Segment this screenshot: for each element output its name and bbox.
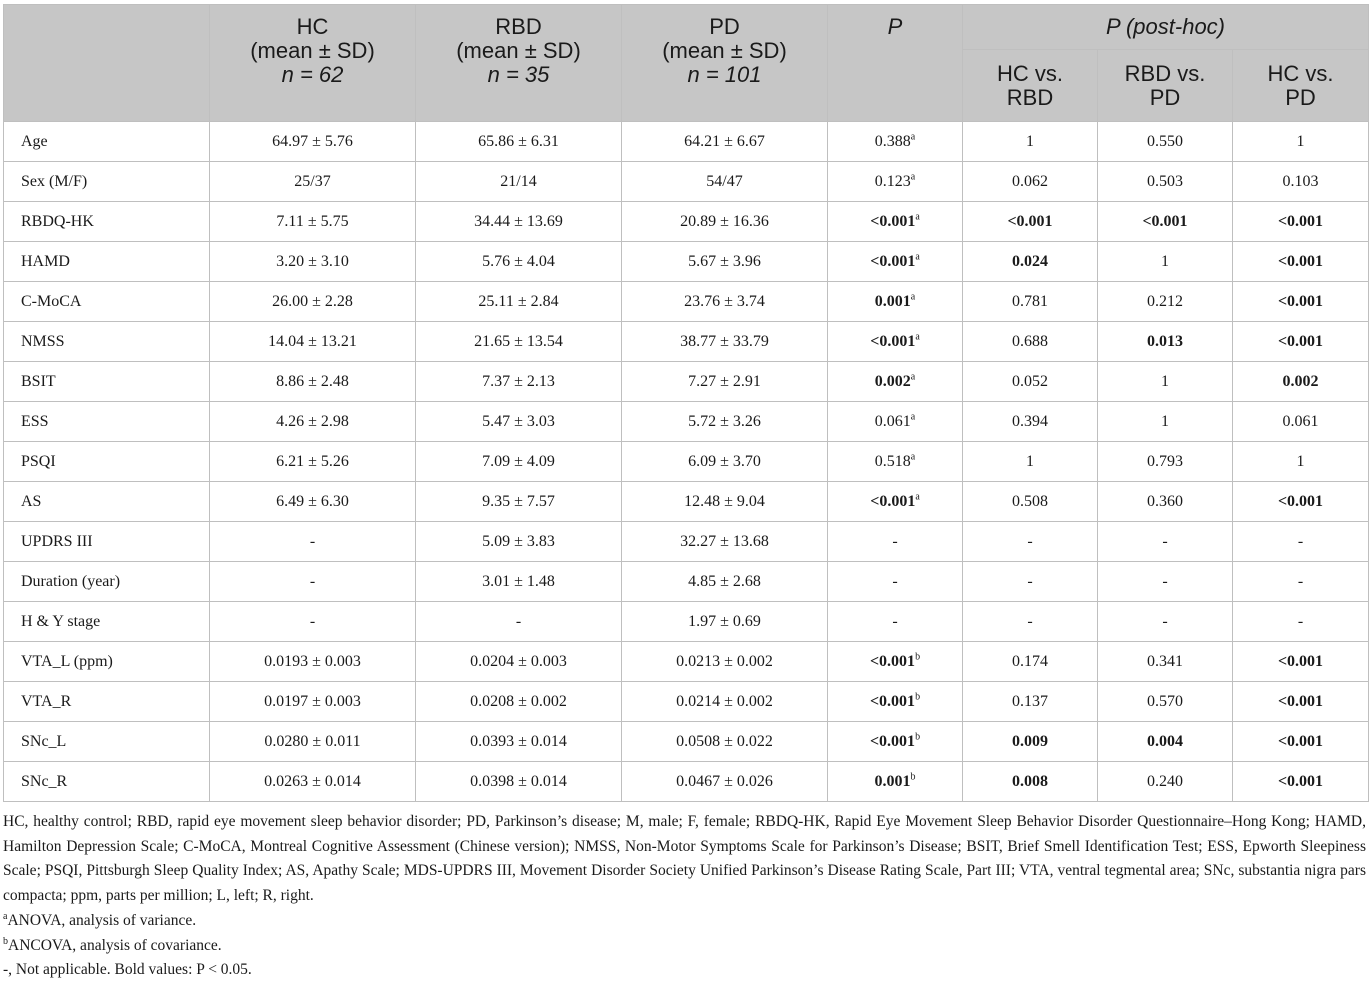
header-sub-line1: RBD vs. — [1124, 60, 1206, 86]
cell-hc-vs-pd: 0.103 — [1233, 162, 1369, 202]
cell-pd: 0.0467 ± 0.026 — [622, 762, 828, 802]
table-row — [4, 162, 1369, 202]
cell-hc-vs-rbd: 0.137 — [963, 682, 1098, 722]
cell-pd: 12.48 ± 9.04 — [622, 482, 828, 522]
cell-hc-vs-rbd: - — [963, 602, 1098, 642]
cell-hc: 0.0263 ± 0.014 — [210, 762, 416, 802]
cell-hc-vs-pd: <0.001 — [1233, 682, 1369, 722]
cell-hc-vs-rbd: 0.781 — [963, 282, 1098, 322]
header-hc-vs-pd — [1233, 50, 1369, 122]
header-rbd-n: n = 35 — [487, 62, 550, 87]
cell-rbd: 9.35 ± 7.57 — [416, 482, 622, 522]
header-rbd — [416, 5, 622, 122]
cell-hc-vs-pd: <0.001 — [1233, 482, 1369, 522]
cell-rbd-vs-pd: 0.360 — [1098, 482, 1233, 522]
cell-p — [828, 602, 963, 642]
cell-rbd-vs-pd: 0.004 — [1098, 722, 1233, 762]
cell-hc: 8.86 ± 2.48 — [210, 362, 416, 402]
row-label: PSQI — [4, 442, 210, 482]
cell-pd: 7.27 ± 2.91 — [622, 362, 828, 402]
p-value: - — [892, 532, 898, 550]
cell-p — [828, 162, 963, 202]
table-row — [4, 122, 1369, 162]
cell-hc: - — [210, 562, 416, 602]
p-footnote-mark: a — [915, 491, 920, 503]
cell-pd: 0.0214 ± 0.002 — [622, 682, 828, 722]
cell-hc: 0.0280 ± 0.011 — [210, 722, 416, 762]
cell-hc-vs-pd: 0.061 — [1233, 402, 1369, 442]
header-p — [828, 5, 963, 122]
p-footnote-mark: b — [915, 651, 921, 663]
row-label: Sex (M/F) — [4, 162, 210, 202]
cell-hc-vs-pd: 1 — [1233, 442, 1369, 482]
cell-rbd: 21/14 — [416, 162, 622, 202]
cell-p — [828, 242, 963, 282]
cell-pd: 23.76 ± 3.74 — [622, 282, 828, 322]
cell-hc-vs-rbd: 0.174 — [963, 642, 1098, 682]
cell-rbd: 25.11 ± 2.84 — [416, 282, 622, 322]
cell-p — [828, 642, 963, 682]
header-pd-stat: (mean ± SD) — [662, 38, 787, 63]
p-value: 0.518 — [874, 452, 911, 470]
cell-p — [828, 482, 963, 522]
cell-p — [828, 122, 963, 162]
header-sub-line2: PD — [1149, 84, 1181, 110]
table-row — [4, 202, 1369, 242]
table-row — [4, 602, 1369, 642]
cell-hc-vs-rbd: <0.001 — [963, 202, 1098, 242]
cell-hc: 14.04 ± 13.21 — [210, 322, 416, 362]
cell-rbd-vs-pd: - — [1098, 562, 1233, 602]
cell-rbd-vs-pd: 1 — [1098, 242, 1233, 282]
cell-pd: 4.85 ± 2.68 — [622, 562, 828, 602]
cell-hc: 64.97 ± 5.76 — [210, 122, 416, 162]
cell-hc: 7.11 ± 5.75 — [210, 202, 416, 242]
cell-pd: 32.27 ± 13.68 — [622, 522, 828, 562]
cell-hc-vs-rbd: - — [963, 562, 1098, 602]
footnote-b — [3, 934, 1366, 959]
p-footnote-mark: a — [910, 171, 916, 183]
header-p-label: P — [887, 14, 903, 39]
table-row — [4, 642, 1369, 682]
p-value: - — [892, 612, 898, 630]
cell-rbd: 21.65 ± 13.54 — [416, 322, 622, 362]
cell-p — [828, 562, 963, 602]
cell-rbd-vs-pd: 0.550 — [1098, 122, 1233, 162]
cell-hc-vs-pd: - — [1233, 602, 1369, 642]
table-page — [3, 4, 1368, 983]
header-posthoc — [963, 5, 1369, 50]
cell-rbd: 0.0398 ± 0.014 — [416, 762, 622, 802]
cell-hc-vs-pd: <0.001 — [1233, 322, 1369, 362]
row-label: Duration (year) — [4, 562, 210, 602]
p-footnote-mark: b — [915, 691, 921, 703]
cell-hc-vs-pd: - — [1233, 562, 1369, 602]
p-value: 0.061 — [874, 412, 911, 430]
p-value: 0.001 — [874, 772, 911, 790]
cell-hc: - — [210, 602, 416, 642]
header-pd-n: n = 101 — [687, 62, 762, 87]
cell-rbd-vs-pd: 0.013 — [1098, 322, 1233, 362]
cell-hc-vs-rbd: 0.394 — [963, 402, 1098, 442]
header-sub-line1: HC vs. — [997, 60, 1063, 86]
cell-rbd: 5.76 ± 4.04 — [416, 242, 622, 282]
cell-p — [828, 442, 963, 482]
results-table — [3, 4, 1369, 802]
cell-hc: 6.21 ± 5.26 — [210, 442, 416, 482]
cell-hc-vs-rbd: 1 — [963, 122, 1098, 162]
cell-hc: 4.26 ± 2.98 — [210, 402, 416, 442]
cell-pd: 0.0213 ± 0.002 — [622, 642, 828, 682]
header-rbd-vs-pd — [1098, 50, 1233, 122]
cell-hc-vs-rbd: 0.009 — [963, 722, 1098, 762]
row-label: VTA_R — [4, 682, 210, 722]
cell-rbd: 7.09 ± 4.09 — [416, 442, 622, 482]
cell-rbd: 7.37 ± 2.13 — [416, 362, 622, 402]
header-sub-line2: PD — [1285, 84, 1316, 110]
cell-hc: - — [210, 522, 416, 562]
header-posthoc-p: P — [1106, 14, 1120, 39]
cell-rbd-vs-pd: 1 — [1098, 362, 1233, 402]
header-pd-name: PD — [709, 14, 740, 39]
cell-p — [828, 722, 963, 762]
footnote-a-text: ANOVA, analysis of variance. — [7, 911, 197, 929]
cell-hc-vs-pd: <0.001 — [1233, 202, 1369, 242]
p-value: <0.001 — [870, 332, 916, 350]
row-label: HAMD — [4, 242, 210, 282]
cell-hc-vs-rbd: - — [963, 522, 1098, 562]
header-hc-name: HC — [296, 14, 329, 39]
cell-rbd-vs-pd: 0.503 — [1098, 162, 1233, 202]
cell-hc-vs-pd: <0.001 — [1233, 282, 1369, 322]
row-label: ESS — [4, 402, 210, 442]
footnote-a-mark: a — [3, 910, 8, 922]
table-row — [4, 482, 1369, 522]
header-hc-stat: (mean ± SD) — [250, 38, 375, 63]
row-label: BSIT — [4, 362, 210, 402]
cell-rbd-vs-pd: 0.341 — [1098, 642, 1233, 682]
cell-p — [828, 282, 963, 322]
cell-pd: 38.77 ± 33.79 — [622, 322, 828, 362]
footnote-na: -, Not applicable. Bold values: P < 0.05. — [3, 961, 252, 979]
cell-hc-vs-pd: - — [1233, 522, 1369, 562]
cell-hc-vs-pd: <0.001 — [1233, 722, 1369, 762]
table-row — [4, 282, 1369, 322]
cell-hc-vs-rbd: 0.062 — [963, 162, 1098, 202]
header-hc — [210, 5, 416, 122]
cell-hc-vs-rbd: 0.052 — [963, 362, 1098, 402]
p-value: <0.001 — [870, 252, 916, 270]
cell-rbd: 3.01 ± 1.48 — [416, 562, 622, 602]
p-value: 0.123 — [874, 172, 911, 190]
cell-hc-vs-rbd: 1 — [963, 442, 1098, 482]
p-value: <0.001 — [870, 492, 916, 510]
cell-rbd: 5.09 ± 3.83 — [416, 522, 622, 562]
row-label: VTA_L (ppm) — [4, 642, 210, 682]
header-sub-line2: RBD — [1006, 84, 1054, 110]
p-value: <0.001 — [869, 652, 916, 670]
cell-p — [828, 322, 963, 362]
header-pd — [622, 5, 828, 122]
footnotes — [3, 810, 1366, 983]
table-body — [4, 122, 1369, 802]
p-footnote-mark: a — [910, 371, 916, 383]
cell-hc-vs-pd: <0.001 — [1233, 762, 1369, 802]
table-row — [4, 722, 1369, 762]
p-footnote-mark: a — [915, 251, 920, 263]
cell-p — [828, 362, 963, 402]
cell-hc-vs-pd: <0.001 — [1233, 242, 1369, 282]
footnote-abbreviations: HC, healthy control; RBD, rapid eye movement sleep behavior disorder; PD, Parkinson’s disease; M, male; F, female; RBDQ-HK, Rapid Eye Movement Sleep Behavior Disorder Questionnaire–Hong Kong; HAMD, Hamilton Depression Scale; C-MoCA, Montreal Cognitive Assessment (Chinese version); NMSS, Non-Motor Symptoms Scale for Parkinson’s Disease; BSIT, Brief Smell Identification Test; ESS, Epworth Sleepiness Scale; PSQI, Pittsburgh Sleep Quality Index; AS, Apathy Scale; MDS-UPDRS III, Movement Disorder Society Unified Parkinson’s Disease Rating Scale, Part III; VTA, ventral tegmental area; SNc, substantia nigra pars compacta; ppm, parts per million; L, left; R, right. — [3, 813, 1366, 905]
table-row — [4, 242, 1369, 282]
cell-pd: 6.09 ± 3.70 — [622, 442, 828, 482]
cell-p — [828, 402, 963, 442]
cell-hc: 26.00 ± 2.28 — [210, 282, 416, 322]
row-label: UPDRS III — [4, 522, 210, 562]
cell-rbd-vs-pd: 0.240 — [1098, 762, 1233, 802]
header-rbd-name: RBD — [495, 14, 542, 39]
header-rbd-stat: (mean ± SD) — [456, 38, 581, 63]
cell-pd: 0.0508 ± 0.022 — [622, 722, 828, 762]
header-sub-line1: HC vs. — [1267, 60, 1334, 86]
row-label: Age — [4, 122, 210, 162]
cell-rbd: 65.86 ± 6.31 — [416, 122, 622, 162]
row-label: AS — [4, 482, 210, 522]
cell-rbd: 0.0208 ± 0.002 — [416, 682, 622, 722]
p-footnote-mark: a — [910, 131, 916, 143]
cell-rbd: 5.47 ± 3.03 — [416, 402, 622, 442]
cell-hc-vs-rbd: 0.024 — [963, 242, 1098, 282]
table-row — [4, 762, 1369, 802]
row-label: SNc_R — [4, 762, 210, 802]
cell-rbd-vs-pd: - — [1098, 602, 1233, 642]
header-hc-n: n = 62 — [281, 62, 344, 87]
table-row — [4, 682, 1369, 722]
cell-p — [828, 522, 963, 562]
cell-hc: 25/37 — [210, 162, 416, 202]
p-footnote-mark: a — [910, 451, 916, 463]
cell-rbd: 0.0204 ± 0.003 — [416, 642, 622, 682]
cell-hc: 0.0193 ± 0.003 — [210, 642, 416, 682]
p-value: <0.001 — [869, 692, 916, 710]
table-row — [4, 562, 1369, 602]
table-row — [4, 322, 1369, 362]
cell-rbd-vs-pd: <0.001 — [1098, 202, 1233, 242]
cell-p — [828, 762, 963, 802]
p-footnote-mark: a — [910, 291, 916, 303]
table-header — [4, 5, 1369, 122]
cell-rbd-vs-pd: 0.793 — [1098, 442, 1233, 482]
row-label: H & Y stage — [4, 602, 210, 642]
table-row — [4, 442, 1369, 482]
cell-hc: 3.20 ± 3.10 — [210, 242, 416, 282]
cell-pd: 1.97 ± 0.69 — [622, 602, 828, 642]
cell-rbd: - — [416, 602, 622, 642]
header-blank — [4, 5, 210, 122]
p-footnote-mark: b — [915, 731, 921, 743]
cell-hc: 6.49 ± 6.30 — [210, 482, 416, 522]
cell-rbd-vs-pd: 1 — [1098, 402, 1233, 442]
cell-pd: 20.89 ± 16.36 — [622, 202, 828, 242]
cell-hc-vs-rbd: 0.688 — [963, 322, 1098, 362]
cell-rbd: 34.44 ± 13.69 — [416, 202, 622, 242]
row-label: RBDQ-HK — [4, 202, 210, 242]
cell-hc-vs-pd: 0.002 — [1233, 362, 1369, 402]
p-value: <0.001 — [869, 732, 916, 750]
cell-pd: 5.67 ± 3.96 — [622, 242, 828, 282]
cell-p — [828, 682, 963, 722]
table-row — [4, 402, 1369, 442]
row-label: SNc_L — [4, 722, 210, 762]
cell-rbd-vs-pd: 0.570 — [1098, 682, 1233, 722]
row-label: NMSS — [4, 322, 210, 362]
cell-rbd: 0.0393 ± 0.014 — [416, 722, 622, 762]
footnote-a — [3, 909, 1366, 934]
p-value: <0.001 — [870, 212, 916, 230]
footnote-b-mark: b — [3, 935, 8, 947]
cell-pd: 5.72 ± 3.26 — [622, 402, 828, 442]
cell-hc-vs-rbd: 0.008 — [963, 762, 1098, 802]
cell-hc: 0.0197 ± 0.003 — [210, 682, 416, 722]
header-posthoc-suffix: (post-hoc) — [1119, 14, 1226, 39]
p-footnote-mark: a — [915, 331, 920, 343]
p-value: 0.002 — [874, 372, 911, 390]
footnote-b-text: ANCOVA, analysis of covariance. — [8, 936, 222, 954]
cell-rbd-vs-pd: - — [1098, 522, 1233, 562]
p-footnote-mark: a — [910, 411, 916, 423]
p-value: 0.001 — [874, 292, 911, 310]
table-row — [4, 522, 1369, 562]
row-label: C-MoCA — [4, 282, 210, 322]
cell-pd: 64.21 ± 6.67 — [622, 122, 828, 162]
table-row — [4, 362, 1369, 402]
p-footnote-mark: b — [910, 771, 916, 783]
cell-p — [828, 202, 963, 242]
header-hc-vs-rbd — [963, 50, 1098, 122]
cell-pd: 54/47 — [622, 162, 828, 202]
p-value: - — [892, 572, 898, 590]
p-footnote-mark: a — [915, 211, 920, 223]
cell-hc-vs-pd: <0.001 — [1233, 642, 1369, 682]
cell-rbd-vs-pd: 0.212 — [1098, 282, 1233, 322]
cell-hc-vs-pd: 1 — [1233, 122, 1369, 162]
p-value: 0.388 — [874, 132, 911, 150]
cell-hc-vs-rbd: 0.508 — [963, 482, 1098, 522]
